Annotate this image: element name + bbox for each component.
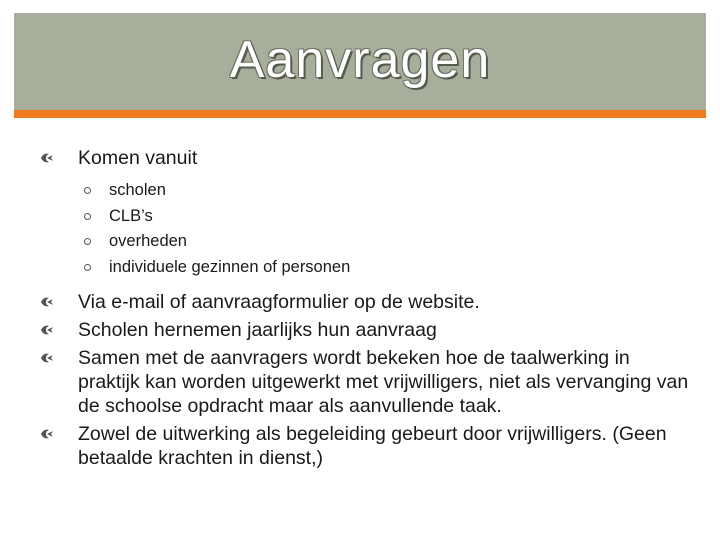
hollow-circle-icon [84, 238, 91, 245]
bullet-list [40, 146, 690, 474]
sub-item-text: overheden [109, 232, 187, 250]
title-accent-rule [14, 110, 706, 118]
bullet-text: Scholen hernemen jaarlijks hun aanvraag [78, 319, 437, 341]
sub-item [84, 204, 690, 230]
sub-item-text: scholen [109, 181, 166, 199]
sub-item [84, 255, 690, 281]
sub-list [84, 178, 690, 280]
hollow-circle-icon [84, 213, 91, 220]
bullet-item [40, 318, 690, 342]
sub-item [84, 178, 690, 204]
sub-item-text: CLB’s [109, 206, 153, 225]
fleuron-bullet-icon [40, 352, 54, 364]
sub-item [84, 229, 690, 255]
hollow-circle-icon [84, 264, 91, 271]
bullet-item [40, 422, 690, 470]
fleuron-bullet-icon [40, 324, 54, 336]
bullet-item [40, 146, 690, 170]
bullet-text: Zowel de uitwerking als begeleiding gebeurt door vrijwilligers. (Geen betaalde krachten in dienst,) [78, 423, 667, 469]
fleuron-bullet-icon [40, 428, 54, 440]
hollow-circle-icon [84, 187, 91, 194]
fleuron-bullet-icon [40, 152, 54, 164]
bullet-text: Samen met de aanvragers wordt bekeken hoe de taalwerking in praktijk kan worden uitgewerkt met vrijwilligers, niet als vervanging van de schoolse opdracht maar als aanvullende taak. [78, 347, 689, 417]
bullet-text: Via e-mail of aanvraagformulier op de website. [78, 291, 480, 313]
fleuron-bullet-icon [40, 296, 54, 308]
bullet-text: Komen vanuit [78, 147, 198, 169]
slide-title: Aanvragen [229, 31, 491, 89]
sub-item-text: individuele gezinnen of personen [109, 257, 351, 276]
bullet-item [40, 290, 690, 314]
bullet-item [40, 346, 690, 418]
